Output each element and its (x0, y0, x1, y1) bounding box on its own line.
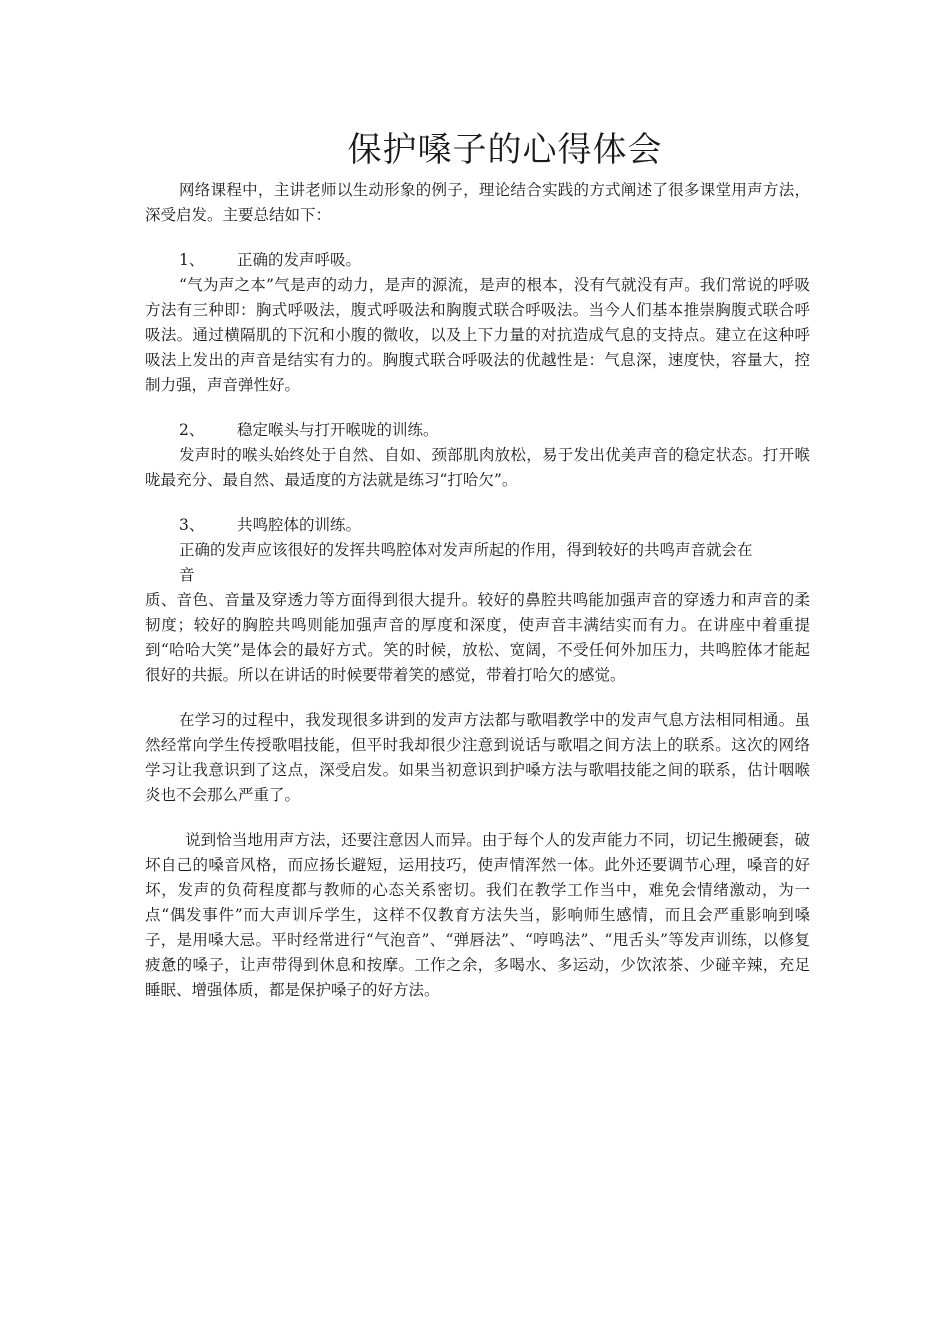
section-number: 3、 (179, 516, 205, 534)
section-body-3-line2: 音 (179, 566, 195, 584)
document-title: 保护嗓子的心得体会 (347, 130, 663, 170)
spacer (145, 808, 810, 828)
section-heading-1 (145, 248, 810, 273)
section-body-2: 发声时的喉头始终处于自然、自如、颈部肌肉放松，易于发出优美声音的稳定状态。打开喉咙最充分、最自然、最适度的方法就是练习“打哈欠”。 (145, 446, 810, 489)
spacer (145, 398, 810, 418)
spacer (145, 493, 810, 513)
section-body-3-rest: 质、音色、音量及穿透力等方面得到很大提升。较好的鼻腔共鸣能加强声音的穿透力和声音的柔韧度；较好的胸腔共鸣则能加强声音的厚度和深度，使声音丰满结实而有力。在讲座中着重提到“哈哈大笑”是体会的最好方式。笑的时候，放松、宽阔，不受任何外加压力，共鸣腔体才能起很好的共振。所以在讲话的时候要带着笑的感觉，带着打哈欠的感觉。 (145, 591, 810, 684)
section-title: 共鸣腔体的训练。 (237, 516, 362, 534)
section-number: 1、 (179, 251, 205, 269)
reflection-paragraph: 在学习的过程中，我发现很多讲到的发声方法都与歌唱教学中的发声气息方法相同相通。虽然经常向学生传授歌唱技能，但平时我却很少注意到说话与歌唱之间方法上的联系。这次的网络学习让我意识到了这点，深受启发。如果当初意识到护嗓方法与歌唱技能之间的联系，估计咽喉炎也不会那么严重了。 (145, 711, 810, 804)
section-heading-2 (145, 418, 810, 443)
spacer (145, 688, 810, 708)
conclusion-paragraph: 说到恰当地用声方法，还要注意因人而异。由于每个人的发声能力不同，切记生搬硬套，破坏自己的嗓音风格，而应扬长避短，运用技巧，使声情浑然一体。此外还要调节心理，嗓音的好坏，发声的负荷程度都与教师的心态关系密切。我们在教学工作当中，难免会情绪激动，为一点“偶发事件”而大声训斥学生，这样不仅教育方法失当，影响师生感情，而且会严重影响到嗓子，是用嗓大忌。平时经常进行“气泡音”、“弹唇法”、“哼鸣法”、“甩舌头”等发声训练，以修复疲惫的嗓子，让声带得到休息和按摩。工作之余，多喝水、多运动，少饮浓茶、少碰辛辣，充足睡眠、增强体质，都是保护嗓子的好方法。 (145, 831, 810, 999)
section-body-3-line1: 正确的发声应该很好的发挥共鸣腔体对发声所起的作用，得到较好的共鸣声音就会在 (179, 541, 753, 559)
spacer (145, 228, 810, 248)
section-heading-3 (145, 513, 810, 538)
section-number: 2、 (179, 421, 205, 439)
section-body-1: “气为声之本”气是声的动力，是声的源流，是声的根本，没有气就没有声。我们常说的呼吸方法有三种即：胸式呼吸法，腹式呼吸法和胸腹式联合呼吸法。当今人们基本推崇胸腹式联合呼吸法。通过横隔肌的下沉和小腹的微收，以及上下力量的对抗造成气息的支持点。建立在这种呼吸法上发出的声音是结实有力的。胸腹式联合呼吸法的优越性是：气息深，速度快，容量大，控制力强，声音弹性好。 (145, 276, 810, 394)
document-page (145, 126, 810, 1003)
intro-paragraph: 网络课程中，主讲老师以生动形象的例子，理论结合实践的方式阐述了很多课堂用声方法，深受启发。主要总结如下： (145, 181, 810, 224)
section-title: 稳定喉头与打开喉咙的训练。 (237, 421, 439, 439)
section-title: 正确的发声呼吸。 (237, 251, 362, 269)
